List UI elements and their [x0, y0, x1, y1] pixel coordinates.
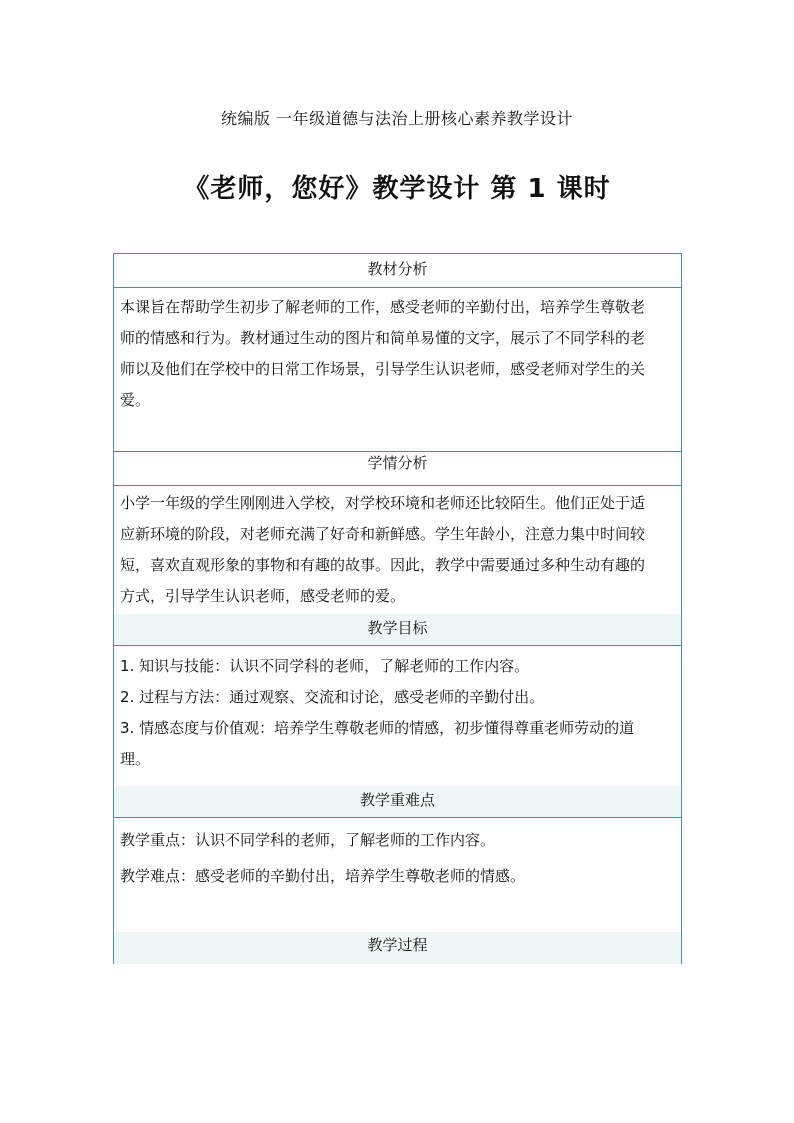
- text-line: 师的情感和行为。教材通过生动的图片和简单易懂的文字，展示了不同学科的老: [120, 329, 646, 347]
- text-line: 爱。: [120, 391, 151, 409]
- section-header-learners: 学情分析: [114, 452, 681, 486]
- text-line: 本课旨在帮助学生初步了解老师的工作，感受老师的辛勤付出，培养学生尊敬老: [120, 298, 646, 316]
- text-line: 教学重点：认识不同学科的老师，了解老师的工作内容。: [120, 831, 496, 849]
- text-line: 2. 过程与方法：通过观察、交流和讨论，感受老师的辛勤付出。: [120, 688, 545, 706]
- section-body-learners: [114, 488, 681, 612]
- section-header-goals: 教学目标: [114, 614, 681, 646]
- text-line: 方式，引导学生认识老师，感受老师的爱。: [120, 587, 406, 605]
- section-body-keypoints: [114, 822, 681, 894]
- text-line: 3. 情感态度与价值观：培养学生尊敬老师的情感，初步懂得尊重老师劳动的道: [120, 719, 635, 737]
- section-header-materials: 教材分析: [114, 254, 681, 288]
- document-subtitle: 统编版 一年级道德与法治上册核心素养教学设计: [220, 109, 574, 128]
- text-line: 应新环境的阶段，对老师充满了好奇和新鲜感。学生年龄小，注意力集中时间较: [120, 525, 646, 543]
- document-title: 《老师，您好》教学设计 第 1 课时: [183, 174, 611, 204]
- section-body-goals: [114, 651, 681, 775]
- section-body-materials: [114, 292, 681, 416]
- text-line: 小学一年级的学生刚刚进入学校，对学校环境和老师还比较陌生。他们正处于适: [120, 494, 646, 512]
- section-header-process: 教学过程: [114, 932, 681, 964]
- lesson-plan-table: [113, 253, 682, 964]
- text-line: 理。: [120, 750, 151, 768]
- section-header-keypoints: 教学重难点: [114, 786, 681, 818]
- text-line: 1. 知识与技能：认识不同学科的老师，了解老师的工作内容。: [120, 657, 530, 675]
- text-line: 师以及他们在学校中的日常工作场景，引导学生认识老师，感受老师对学生的关: [120, 360, 646, 378]
- text-line: 短，喜欢直观形象的事物和有趣的故事。因此，教学中需要通过多种生动有趣的: [120, 556, 646, 574]
- text-line: 教学难点：感受老师的辛勤付出，培养学生尊敬老师的情感。: [120, 867, 526, 885]
